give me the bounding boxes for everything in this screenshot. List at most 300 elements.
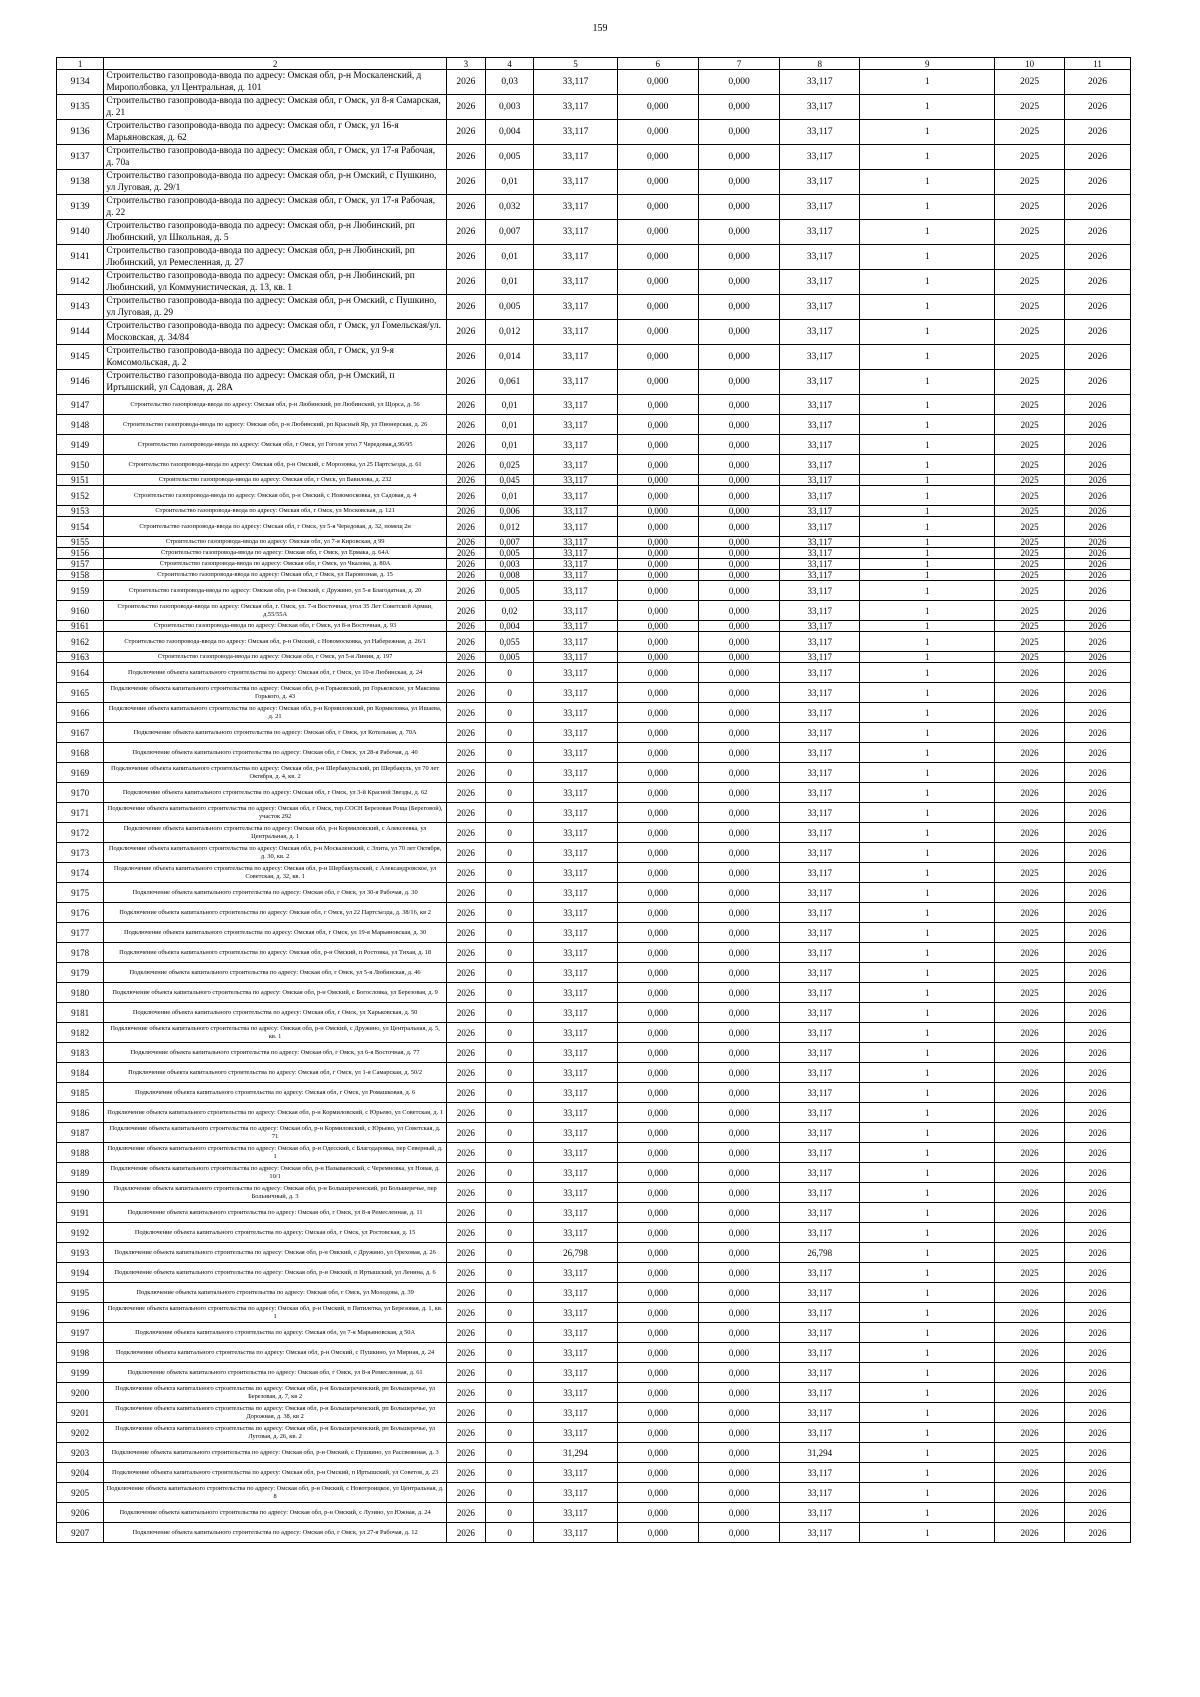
value-cell: 0,000 (698, 1323, 779, 1343)
description-cell: Строительство газопровода-ввода по адресу: Омская обл, р-н Любинский, рп Любинский, ул Щорса, д. 56 (104, 395, 447, 415)
value-cell: 0,000 (617, 1243, 698, 1263)
row-number-cell: 9152 (57, 486, 104, 506)
value-cell: 0,000 (698, 1223, 779, 1243)
value-cell: 2026 (446, 320, 485, 345)
value-cell: 2026 (446, 1143, 485, 1163)
value-cell: 2026 (1065, 570, 1131, 581)
row-number-cell: 9199 (57, 1363, 104, 1383)
value-cell: 2026 (1065, 506, 1131, 517)
description-cell: Подключение объекта капитального строительства по адресу: Омская обл, р-н Одесский, с Благодаровка, пер Северный, д. 1 (104, 1143, 447, 1163)
value-cell: 0,000 (617, 1163, 698, 1183)
value-cell: 1 (860, 1183, 995, 1203)
value-cell: 0,055 (485, 632, 533, 652)
value-cell: 0,000 (617, 1383, 698, 1403)
value-cell: 2025 (995, 295, 1065, 320)
description-cell: Подключение объекта капитального строительства по адресу: Омская обл, р-н Омский, с Дружино, ул Центральная, д. 5, кв. 1 (104, 1023, 447, 1043)
value-cell: 33,117 (780, 923, 860, 943)
value-cell: 2025 (995, 95, 1065, 120)
value-cell: 1 (860, 1323, 995, 1343)
value-cell: 0 (485, 1103, 533, 1123)
value-cell: 1 (860, 963, 995, 983)
value-cell: 1 (860, 1123, 995, 1143)
description-cell: Подключение объекта капитального строительства по адресу: Омская обл, г Омск, ул 30-я Рабочая, д. 30 (104, 883, 447, 903)
description-cell: Подключение объекта капитального строительства по адресу: Омская обл, р-н Омский, с Новотроицкое, ул Центральная, д. 8 (104, 1483, 447, 1503)
value-cell: 33,117 (534, 95, 617, 120)
value-cell: 0 (485, 1043, 533, 1063)
value-cell: 1 (860, 783, 995, 803)
value-cell: 33,117 (534, 537, 617, 548)
value-cell: 2026 (995, 1463, 1065, 1483)
table-row (57, 1423, 1131, 1443)
value-cell: 2026 (995, 883, 1065, 903)
value-cell: 1 (860, 120, 995, 145)
value-cell: 0,000 (617, 632, 698, 652)
description-cell: Подключение объекта капитального строительства по адресу: Омская обл, р-н Омский, с Пушкино, ул Рассвеянная, д. 3 (104, 1443, 447, 1463)
value-cell: 2026 (446, 517, 485, 537)
value-cell: 33,117 (780, 1143, 860, 1163)
value-cell: 33,117 (534, 803, 617, 823)
value-cell: 0,01 (485, 486, 533, 506)
header-cell: 4 (485, 58, 533, 70)
value-cell: 2026 (1065, 1443, 1131, 1463)
value-cell: 2026 (995, 1163, 1065, 1183)
description-cell: Строительство газопровода-ввода по адресу: Омская обл, р-н Омский, п Иртышский, ул Садовая, д. 28А (104, 370, 447, 395)
value-cell: 1 (860, 270, 995, 295)
value-cell: 2026 (446, 1363, 485, 1383)
value-cell: 1 (860, 1423, 995, 1443)
value-cell: 2026 (995, 903, 1065, 923)
value-cell: 1 (860, 245, 995, 270)
row-number-cell: 9207 (57, 1523, 104, 1543)
value-cell: 33,117 (780, 652, 860, 663)
row-number-cell: 9147 (57, 395, 104, 415)
description-cell: Подключение объекта капитального строительства по адресу: Омская обл, р-н Большереченский, рп Большеречье, ул Дорожная, д. 38, кв 2 (104, 1403, 447, 1423)
description-cell: Подключение объекта капитального строительства по адресу: Омская обл, р-н Горьковский, рп Горьковское, ул Максима Горького, д. 43 (104, 683, 447, 703)
row-number-cell: 9187 (57, 1123, 104, 1143)
value-cell: 0,000 (617, 95, 698, 120)
value-cell: 0,000 (617, 1123, 698, 1143)
value-cell: 0,000 (617, 1303, 698, 1323)
description-cell: Строительство газопровода-ввода по адресу: Омская обл, р-н Омский, с Новомосковка, ул Садовая, д. 4 (104, 486, 447, 506)
value-cell: 2026 (995, 1023, 1065, 1043)
value-cell: 0,005 (485, 581, 533, 601)
value-cell: 1 (860, 703, 995, 723)
value-cell: 2025 (995, 345, 1065, 370)
value-cell: 1 (860, 370, 995, 395)
value-cell: 1 (860, 632, 995, 652)
row-number-cell: 9144 (57, 320, 104, 345)
value-cell: 1 (860, 763, 995, 783)
value-cell: 33,117 (780, 663, 860, 683)
value-cell: 0 (485, 1023, 533, 1043)
value-cell: 2026 (995, 1523, 1065, 1543)
value-cell: 2025 (995, 1263, 1065, 1283)
description-cell: Строительство газопровода-ввода по адресу: Омская обл, ул 7-я Кировская, д 99 (104, 537, 447, 548)
description-cell: Строительство газопровода-ввода по адресу: Омская обл, г. Омск, ул. 7-я Восточная, угол 35 Лет Советской Армии, д.55/55А (104, 601, 447, 621)
value-cell: 0,02 (485, 601, 533, 621)
value-cell: 33,117 (534, 621, 617, 632)
description-cell: Строительство газопровода-ввода по адресу: Омская обл, р-н Любинский, рп Любинский, ул Ремесленная, д. 27 (104, 245, 447, 270)
value-cell: 1 (860, 943, 995, 963)
value-cell: 0,000 (698, 883, 779, 903)
row-number-cell: 9140 (57, 220, 104, 245)
value-cell: 1 (860, 295, 995, 320)
value-cell: 0 (485, 983, 533, 1003)
value-cell: 31,294 (534, 1443, 617, 1463)
value-cell: 0,000 (698, 1523, 779, 1543)
value-cell: 2026 (1065, 683, 1131, 703)
value-cell: 2025 (995, 370, 1065, 395)
description-cell: Строительство газопровода-ввода по адресу: Омская обл, г Омск, ул Чкалова, д. 80А (104, 559, 447, 570)
value-cell: 0 (485, 1343, 533, 1363)
table-row (57, 220, 1131, 245)
table-row (57, 763, 1131, 783)
description-cell: Строительство газопровода-ввода по адресу: Омская обл, г Омск, ул Гомельская/ул. Московская, д. 34/84 (104, 320, 447, 345)
value-cell: 33,117 (780, 632, 860, 652)
description-cell: Подключение объекта капитального строительства по адресу: Омская обл, г Омск, ул 22 Партсъезда, д. 38/16, кв 2 (104, 903, 447, 923)
value-cell: 33,117 (534, 245, 617, 270)
value-cell: 2025 (995, 145, 1065, 170)
value-cell: 2026 (446, 1403, 485, 1423)
value-cell: 2026 (1065, 370, 1131, 395)
value-cell: 33,117 (534, 601, 617, 621)
value-cell: 33,117 (534, 1483, 617, 1503)
value-cell: 2026 (446, 883, 485, 903)
table-row (57, 632, 1131, 652)
value-cell: 2026 (995, 1343, 1065, 1363)
row-number-cell: 9142 (57, 270, 104, 295)
value-cell: 0,000 (698, 195, 779, 220)
row-number-cell: 9135 (57, 95, 104, 120)
row-number-cell: 9203 (57, 1443, 104, 1463)
value-cell: 0,000 (617, 1043, 698, 1063)
table-row (57, 570, 1131, 581)
value-cell: 33,117 (780, 559, 860, 570)
value-cell: 33,117 (534, 703, 617, 723)
value-cell: 0,000 (617, 1283, 698, 1303)
row-number-cell: 9148 (57, 415, 104, 435)
value-cell: 2026 (446, 652, 485, 663)
row-number-cell: 9173 (57, 843, 104, 863)
value-cell: 2026 (995, 943, 1065, 963)
value-cell: 1 (860, 1343, 995, 1363)
value-cell: 0,000 (698, 506, 779, 517)
row-number-cell: 9174 (57, 863, 104, 883)
row-number-cell: 9169 (57, 763, 104, 783)
value-cell: 0,000 (617, 1003, 698, 1023)
value-cell: 0 (485, 843, 533, 863)
value-cell: 2026 (995, 1203, 1065, 1223)
value-cell: 33,117 (780, 1123, 860, 1143)
value-cell: 0,000 (617, 601, 698, 621)
value-cell: 33,117 (534, 195, 617, 220)
value-cell: 1 (860, 803, 995, 823)
value-cell: 0,000 (617, 743, 698, 763)
value-cell: 2025 (995, 220, 1065, 245)
value-cell: 2026 (1065, 170, 1131, 195)
value-cell: 0,000 (617, 1483, 698, 1503)
value-cell: 0,003 (485, 559, 533, 570)
description-cell: Строительство газопровода-ввода по адресу: Омская обл, р-н Москаленский, д Мирополбовка, ул Центральная, д. 101 (104, 70, 447, 95)
value-cell: 0,000 (698, 145, 779, 170)
table-row (57, 663, 1131, 683)
row-number-cell: 9161 (57, 621, 104, 632)
value-cell: 33,117 (780, 1463, 860, 1483)
value-cell: 2026 (1065, 435, 1131, 455)
value-cell: 2026 (1065, 270, 1131, 295)
table-row (57, 1443, 1131, 1463)
value-cell: 2026 (1065, 1123, 1131, 1143)
value-cell: 2026 (1065, 663, 1131, 683)
value-cell: 2026 (995, 1143, 1065, 1163)
value-cell: 33,117 (534, 723, 617, 743)
table-row (57, 783, 1131, 803)
value-cell: 33,117 (534, 683, 617, 703)
value-cell: 1 (860, 1043, 995, 1063)
value-cell: 2026 (1065, 1163, 1131, 1183)
value-cell: 0,000 (698, 270, 779, 295)
value-cell: 33,117 (780, 1083, 860, 1103)
value-cell: 0,012 (485, 517, 533, 537)
value-cell: 2026 (446, 983, 485, 1003)
value-cell: 2026 (446, 1443, 485, 1463)
row-number-cell: 9149 (57, 435, 104, 455)
value-cell: 2025 (995, 475, 1065, 486)
value-cell: 2026 (1065, 220, 1131, 245)
value-cell: 33,117 (534, 652, 617, 663)
row-number-cell: 9178 (57, 943, 104, 963)
value-cell: 2026 (1065, 1283, 1131, 1303)
value-cell: 0,000 (698, 1003, 779, 1023)
value-cell: 0 (485, 1223, 533, 1243)
value-cell: 2026 (1065, 1523, 1131, 1543)
table-row (57, 320, 1131, 345)
value-cell: 0 (485, 783, 533, 803)
value-cell: 2026 (1065, 1083, 1131, 1103)
value-cell: 0,000 (617, 581, 698, 601)
value-cell: 0,000 (617, 475, 698, 486)
value-cell: 33,117 (780, 1383, 860, 1403)
value-cell: 0,000 (617, 506, 698, 517)
table-row (57, 506, 1131, 517)
value-cell: 2025 (995, 517, 1065, 537)
value-cell: 2025 (995, 245, 1065, 270)
value-cell: 2026 (1065, 95, 1131, 120)
row-number-cell: 9158 (57, 570, 104, 581)
value-cell: 0,000 (698, 559, 779, 570)
value-cell: 33,117 (534, 883, 617, 903)
value-cell: 33,117 (780, 743, 860, 763)
value-cell: 0 (485, 663, 533, 683)
table-row (57, 963, 1131, 983)
value-cell: 2026 (995, 783, 1065, 803)
description-cell: Подключение объекта капитального строительства по адресу: Омская обл, р-н Кормиловский, с Алексеевка, ул Центральная, д. 1 (104, 823, 447, 843)
description-cell: Подключение объекта капитального строительства по адресу: Омская обл, г Омск, ул 19-я Марьяновская, д. 30 (104, 923, 447, 943)
value-cell: 1 (860, 1163, 995, 1183)
value-cell: 33,117 (534, 370, 617, 395)
table-row (57, 517, 1131, 537)
value-cell: 33,117 (534, 1023, 617, 1043)
row-number-cell: 9204 (57, 1463, 104, 1483)
value-cell: 2026 (446, 1503, 485, 1523)
value-cell: 1 (860, 723, 995, 743)
value-cell: 33,117 (780, 486, 860, 506)
value-cell: 1 (860, 415, 995, 435)
value-cell: 33,117 (534, 843, 617, 863)
header-cell: 10 (995, 58, 1065, 70)
description-cell: Подключение объекта капитального строительства по адресу: Омская обл, р-н Омский, с Лузино, ул Южная, д. 24 (104, 1503, 447, 1523)
value-cell: 2026 (1065, 415, 1131, 435)
value-cell: 2025 (995, 1243, 1065, 1263)
value-cell: 33,117 (780, 1303, 860, 1323)
value-cell: 0 (485, 1463, 533, 1483)
value-cell: 0,000 (698, 1363, 779, 1383)
value-cell: 2025 (995, 923, 1065, 943)
value-cell: 2026 (1065, 1463, 1131, 1483)
value-cell: 2026 (446, 455, 485, 475)
value-cell: 0,000 (698, 1383, 779, 1403)
header-cell: 8 (780, 58, 860, 70)
value-cell: 0,000 (617, 1423, 698, 1443)
value-cell: 33,117 (534, 663, 617, 683)
description-cell: Строительство газопровода-ввода по адресу: Омская обл, г Омск, ул 5-я Чередовая, д. 32, помещ 2н (104, 517, 447, 537)
description-cell: Подключение объекта капитального строительства по адресу: Омская обл, г Омск, тер.СОСН Березовая Роща (Береговой), участок 292 (104, 803, 447, 823)
value-cell: 2026 (446, 537, 485, 548)
value-cell: 1 (860, 1083, 995, 1103)
value-cell: 0,000 (698, 1183, 779, 1203)
value-cell: 1 (860, 652, 995, 663)
value-cell: 33,117 (780, 1203, 860, 1223)
value-cell: 2026 (1065, 803, 1131, 823)
value-cell: 2025 (995, 435, 1065, 455)
value-cell: 0 (485, 1123, 533, 1143)
value-cell: 2026 (446, 1423, 485, 1443)
table-row (57, 1403, 1131, 1423)
value-cell: 1 (860, 1443, 995, 1463)
value-cell: 2026 (1065, 537, 1131, 548)
value-cell: 33,117 (780, 1343, 860, 1363)
value-cell: 33,117 (534, 1503, 617, 1523)
description-cell: Строительство газопровода-ввода по адресу: Омская обл, г Омск, ул 8-я Восточная, д. 93 (104, 621, 447, 632)
description-cell: Строительство газопровода-ввода по адресу: Омская обл, р-н Любинский, рп Любинский, ул Коммунистическая, д. 13, кв. 1 (104, 270, 447, 295)
value-cell: 0 (485, 1523, 533, 1543)
value-cell: 33,117 (780, 1103, 860, 1123)
value-cell: 33,117 (780, 703, 860, 723)
value-cell: 0,000 (698, 220, 779, 245)
value-cell: 33,117 (780, 1283, 860, 1303)
value-cell: 2026 (446, 1303, 485, 1323)
row-number-cell: 9166 (57, 703, 104, 723)
value-cell: 2026 (446, 1083, 485, 1103)
value-cell: 33,117 (780, 1003, 860, 1023)
value-cell: 33,117 (534, 1203, 617, 1223)
value-cell: 0,000 (698, 983, 779, 1003)
table-row (57, 1163, 1131, 1183)
value-cell: 33,117 (534, 1163, 617, 1183)
value-cell: 33,117 (780, 683, 860, 703)
value-cell: 2026 (1065, 581, 1131, 601)
value-cell: 1 (860, 320, 995, 345)
value-cell: 2026 (1065, 1023, 1131, 1043)
value-cell: 0,000 (617, 1403, 698, 1423)
value-cell: 33,117 (780, 95, 860, 120)
value-cell: 0,000 (617, 1443, 698, 1463)
value-cell: 0 (485, 923, 533, 943)
value-cell: 0,000 (698, 1283, 779, 1303)
value-cell: 33,117 (534, 220, 617, 245)
value-cell: 1 (860, 903, 995, 923)
table-row (57, 863, 1131, 883)
value-cell: 0,032 (485, 195, 533, 220)
value-cell: 0,000 (617, 1343, 698, 1363)
value-cell: 2026 (1065, 823, 1131, 843)
value-cell: 2026 (1065, 145, 1131, 170)
value-cell: 0 (485, 1423, 533, 1443)
value-cell: 1 (860, 145, 995, 170)
value-cell: 0,000 (617, 923, 698, 943)
value-cell: 33,117 (780, 195, 860, 220)
value-cell: 2025 (995, 506, 1065, 517)
value-cell: 0,000 (698, 803, 779, 823)
value-cell: 33,117 (780, 120, 860, 145)
row-number-cell: 9138 (57, 170, 104, 195)
value-cell: 0,000 (698, 601, 779, 621)
value-cell: 0,005 (485, 548, 533, 559)
value-cell: 2026 (1065, 923, 1131, 943)
row-number-cell: 9183 (57, 1043, 104, 1063)
value-cell: 0,000 (698, 621, 779, 632)
value-cell: 0,000 (698, 763, 779, 783)
value-cell: 33,117 (534, 170, 617, 195)
value-cell: 33,117 (780, 803, 860, 823)
value-cell: 0 (485, 883, 533, 903)
value-cell: 0,004 (485, 621, 533, 632)
table-row (57, 1183, 1131, 1203)
value-cell: 33,117 (534, 743, 617, 763)
value-cell: 1 (860, 1383, 995, 1403)
value-cell: 1 (860, 663, 995, 683)
description-cell: Подключение объекта капитального строительства по адресу: Омская обл, р-н Омский, п Ростовка, ул Тихая, д. 18 (104, 943, 447, 963)
description-cell: Подключение объекта капитального строительства по адресу: Омская обл, г Омск, ул 27-я Рабочая, д. 12 (104, 1523, 447, 1543)
value-cell: 0,000 (698, 70, 779, 95)
value-cell: 0,000 (698, 1063, 779, 1083)
value-cell: 0 (485, 763, 533, 783)
table-row (57, 70, 1131, 95)
value-cell: 2026 (446, 743, 485, 763)
value-cell: 33,117 (534, 559, 617, 570)
value-cell: 2026 (446, 1203, 485, 1223)
value-cell: 2026 (446, 345, 485, 370)
table-row (57, 1083, 1131, 1103)
value-cell: 0,000 (617, 120, 698, 145)
value-cell: 33,117 (534, 415, 617, 435)
value-cell: 2026 (446, 601, 485, 621)
value-cell: 2026 (995, 663, 1065, 683)
value-cell: 0,000 (698, 943, 779, 963)
value-cell: 2025 (995, 548, 1065, 559)
value-cell: 2026 (446, 1263, 485, 1283)
value-cell: 2025 (995, 652, 1065, 663)
value-cell: 0,000 (698, 823, 779, 843)
value-cell: 33,117 (780, 1323, 860, 1343)
table-row (57, 345, 1131, 370)
header-cell: 3 (446, 58, 485, 70)
value-cell: 0,000 (617, 983, 698, 1003)
value-cell: 1 (860, 95, 995, 120)
value-cell: 1 (860, 455, 995, 475)
value-cell: 33,117 (534, 270, 617, 295)
value-cell: 0 (485, 703, 533, 723)
